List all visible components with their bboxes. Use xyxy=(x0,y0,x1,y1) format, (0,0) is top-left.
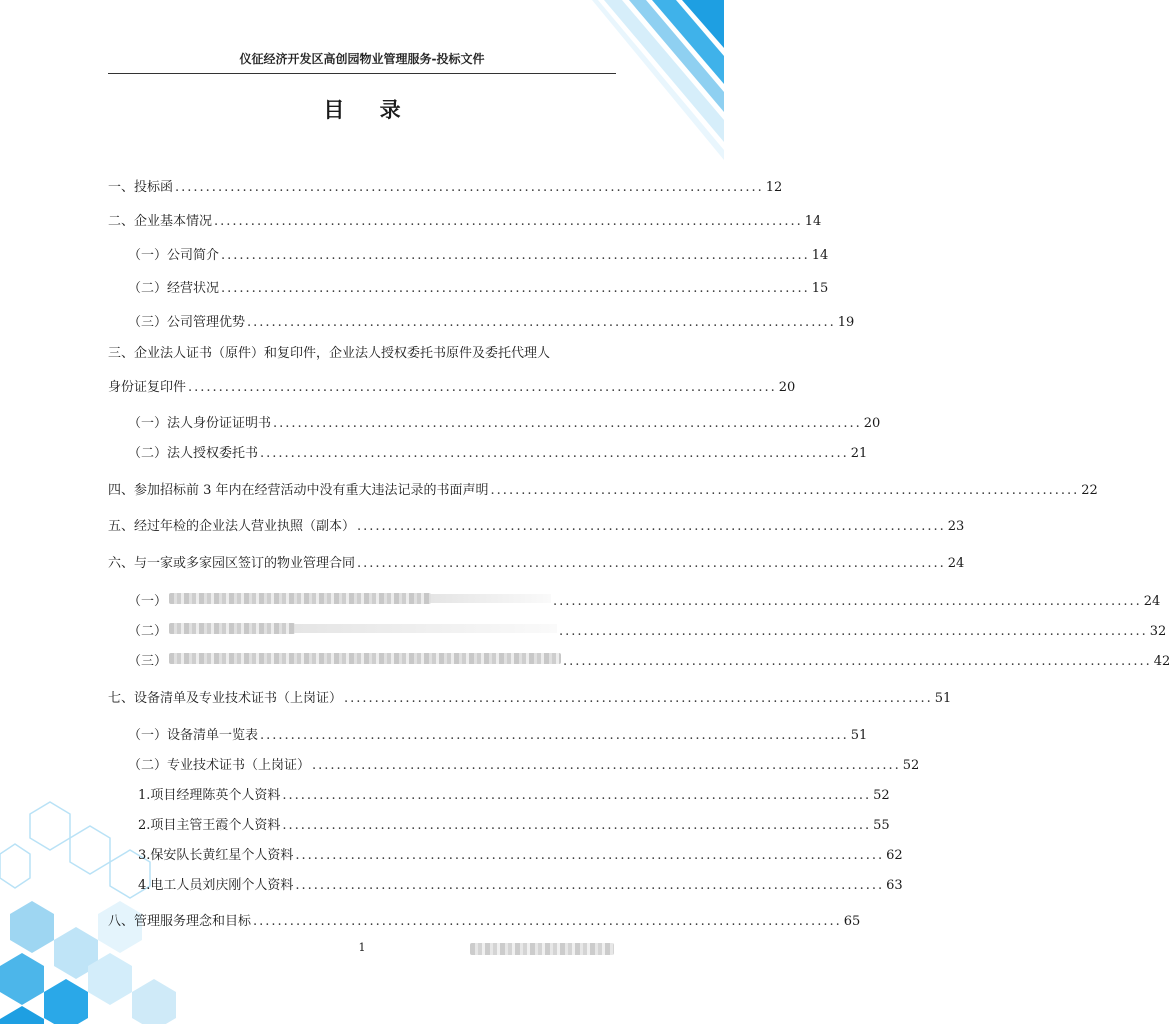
toc-leader-dots: ................................................................................................ xyxy=(559,624,1148,639)
toc-entry-label: （一）设备清单一览表 xyxy=(128,728,259,743)
toc-entry-page: 52 xyxy=(873,788,890,803)
redacted-footer-text xyxy=(470,943,614,955)
toc-entry-label: （一）法人身份证证明书 xyxy=(128,416,272,431)
toc-entry[interactable] xyxy=(108,834,903,864)
toc-entry-page: 51 xyxy=(850,728,868,743)
toc-entry-label: 六、与一家或多家园区签订的物业管理合同 xyxy=(108,556,356,571)
toc-entry[interactable] xyxy=(108,677,952,707)
toc-entry-label: 4.电工人员刘庆刚个人资料 xyxy=(138,878,294,893)
redacted-text xyxy=(169,653,561,664)
redacted-text xyxy=(431,594,551,603)
toc-leader-dots: ................................................................................................ xyxy=(490,483,1080,498)
toc-entry[interactable] xyxy=(108,267,829,297)
toc-entry[interactable] xyxy=(108,366,796,396)
toc-entry-page: 24 xyxy=(947,556,965,571)
toc-leader-dots: ................................................................................................ xyxy=(563,654,1152,669)
toc-entry-label: 2.项目主管王霞个人资料 xyxy=(138,818,281,833)
toc-leader-dots: ................................................................................................ xyxy=(344,691,933,706)
toc-entry[interactable] xyxy=(108,234,829,264)
toc-entry[interactable] xyxy=(108,402,881,432)
toc-entry[interactable] xyxy=(108,469,1098,499)
toc-entry[interactable] xyxy=(108,744,920,774)
toc-entry-page: 20 xyxy=(778,380,796,395)
toc-entry-page: 32 xyxy=(1149,624,1167,639)
toc-leader-dots: ................................................................................................ xyxy=(273,416,862,431)
toc-entry[interactable] xyxy=(108,804,890,834)
toc-entry[interactable] xyxy=(108,505,965,535)
toc-leader-dots: ................................................................................................ xyxy=(553,594,1142,609)
toc-entry-label-line1: 三、企业法人证书（原件）和复印件，企业法人授权委托书原件及委托代理人 xyxy=(108,346,551,361)
toc-entry-label: （二）法人授权委托书 xyxy=(128,446,259,461)
redacted-text xyxy=(169,593,431,604)
toc-entry-label: 四、参加招标前 3 年内在经营活动中没有重大违法记录的书面声明 xyxy=(108,483,489,498)
redacted-text xyxy=(295,624,557,633)
toc-entry-page: 12 xyxy=(765,180,783,195)
toc-leader-dots: ................................................................................................ xyxy=(247,315,836,330)
toc-entry[interactable] xyxy=(108,166,783,196)
toc-leader-dots: ................................................................................................ xyxy=(253,914,842,929)
toc-leader-dots: ................................................................................................ xyxy=(282,788,872,803)
toc-leader-dots: ................................................................................................ xyxy=(221,281,810,296)
toc-entry-page: 14 xyxy=(811,248,829,263)
toc-entry-label: 八、管理服务理念和目标 xyxy=(108,914,252,929)
toc-leader-dots: ................................................................................................ xyxy=(282,818,872,833)
toc-entry-label: 五、经过年检的企业法人营业执照（副本） xyxy=(108,519,356,534)
toc-leader-dots: ................................................................................................ xyxy=(295,878,885,893)
toc-leader-dots: ................................................................................................ xyxy=(357,519,946,534)
toc-entry-page: 15 xyxy=(811,281,829,296)
toc-leader-dots: ................................................................................................ xyxy=(357,556,946,571)
toc-entry-label: （一） xyxy=(128,594,168,609)
toc-entry-label: 二、企业基本情况 xyxy=(108,214,213,229)
toc-entry-label: 3.保安队长黄红星个人资料 xyxy=(138,848,294,863)
redacted-text xyxy=(169,623,295,634)
toc-entry-label: （三） xyxy=(128,654,168,669)
toc-entry[interactable] xyxy=(108,580,1161,610)
toc-leader-dots: ................................................................................................ xyxy=(175,180,764,195)
toc-entry-page: 22 xyxy=(1081,483,1098,498)
toc-entry[interactable] xyxy=(108,301,855,331)
toc-entry-page: 65 xyxy=(843,914,861,929)
toc-entry-label: 1.项目经理陈英个人资料 xyxy=(138,788,281,803)
toc-leader-dots: ................................................................................................ xyxy=(214,214,803,229)
toc-entry-page: 23 xyxy=(947,519,965,534)
toc-entry-label: （一）公司简介 xyxy=(128,248,220,263)
toc-entry-page: 19 xyxy=(837,315,855,330)
toc-entry-label: （二）经营状况 xyxy=(128,281,220,296)
toc-entry[interactable] xyxy=(108,432,868,462)
toc-entry-page: 21 xyxy=(850,446,868,461)
toc-entry-label: （二）专业技术证书（上岗证） xyxy=(128,758,311,773)
toc-entry-page: 20 xyxy=(863,416,881,431)
header-divider xyxy=(108,73,616,74)
toc-entry[interactable] xyxy=(108,774,890,804)
page-number: 1 xyxy=(358,941,366,954)
document-header-title: 仪征经济开发区高创园物业管理服务-投标文件 xyxy=(239,52,485,66)
toc-entry-label: （三）公司管理优势 xyxy=(128,315,246,330)
toc-entry[interactable] xyxy=(108,200,822,230)
toc-leader-dots: ................................................................................................ xyxy=(295,848,885,863)
toc-entry-page: 51 xyxy=(934,691,952,706)
corner-stripes-decoration xyxy=(584,0,724,170)
toc-entry-page: 63 xyxy=(886,878,903,893)
toc-entry[interactable] xyxy=(108,864,903,894)
toc-leader-dots: ................................................................................................ xyxy=(188,380,777,395)
toc-entry-page: 24 xyxy=(1143,594,1161,609)
toc-entry-label: 身份证复印件 xyxy=(108,380,187,395)
toc-entry-label: （二） xyxy=(128,624,168,639)
toc-entry-label: 一、投标函 xyxy=(108,180,174,195)
toc-entry[interactable] xyxy=(108,900,861,930)
toc-leader-dots: ................................................................................................ xyxy=(221,248,810,263)
toc-entry-page: 52 xyxy=(902,758,920,773)
toc-entry[interactable] xyxy=(108,542,965,572)
toc-entry[interactable] xyxy=(108,610,1167,640)
toc-entry-page: 14 xyxy=(804,214,822,229)
toc-entry[interactable] xyxy=(108,714,868,744)
toc-entry-page: 55 xyxy=(873,818,890,833)
toc-heading: 目 录 xyxy=(323,97,415,122)
toc-leader-dots: ................................................................................................ xyxy=(260,446,849,461)
toc-entry[interactable] xyxy=(108,640,1170,670)
toc-leader-dots: ................................................................................................ xyxy=(260,728,849,743)
toc-entry-page: 62 xyxy=(886,848,903,863)
toc-leader-dots: ................................................................................................ xyxy=(312,758,901,773)
toc-entry-label: 七、设备清单及专业技术证书（上岗证） xyxy=(108,691,343,706)
toc-entry-page: 42 xyxy=(1153,654,1170,669)
